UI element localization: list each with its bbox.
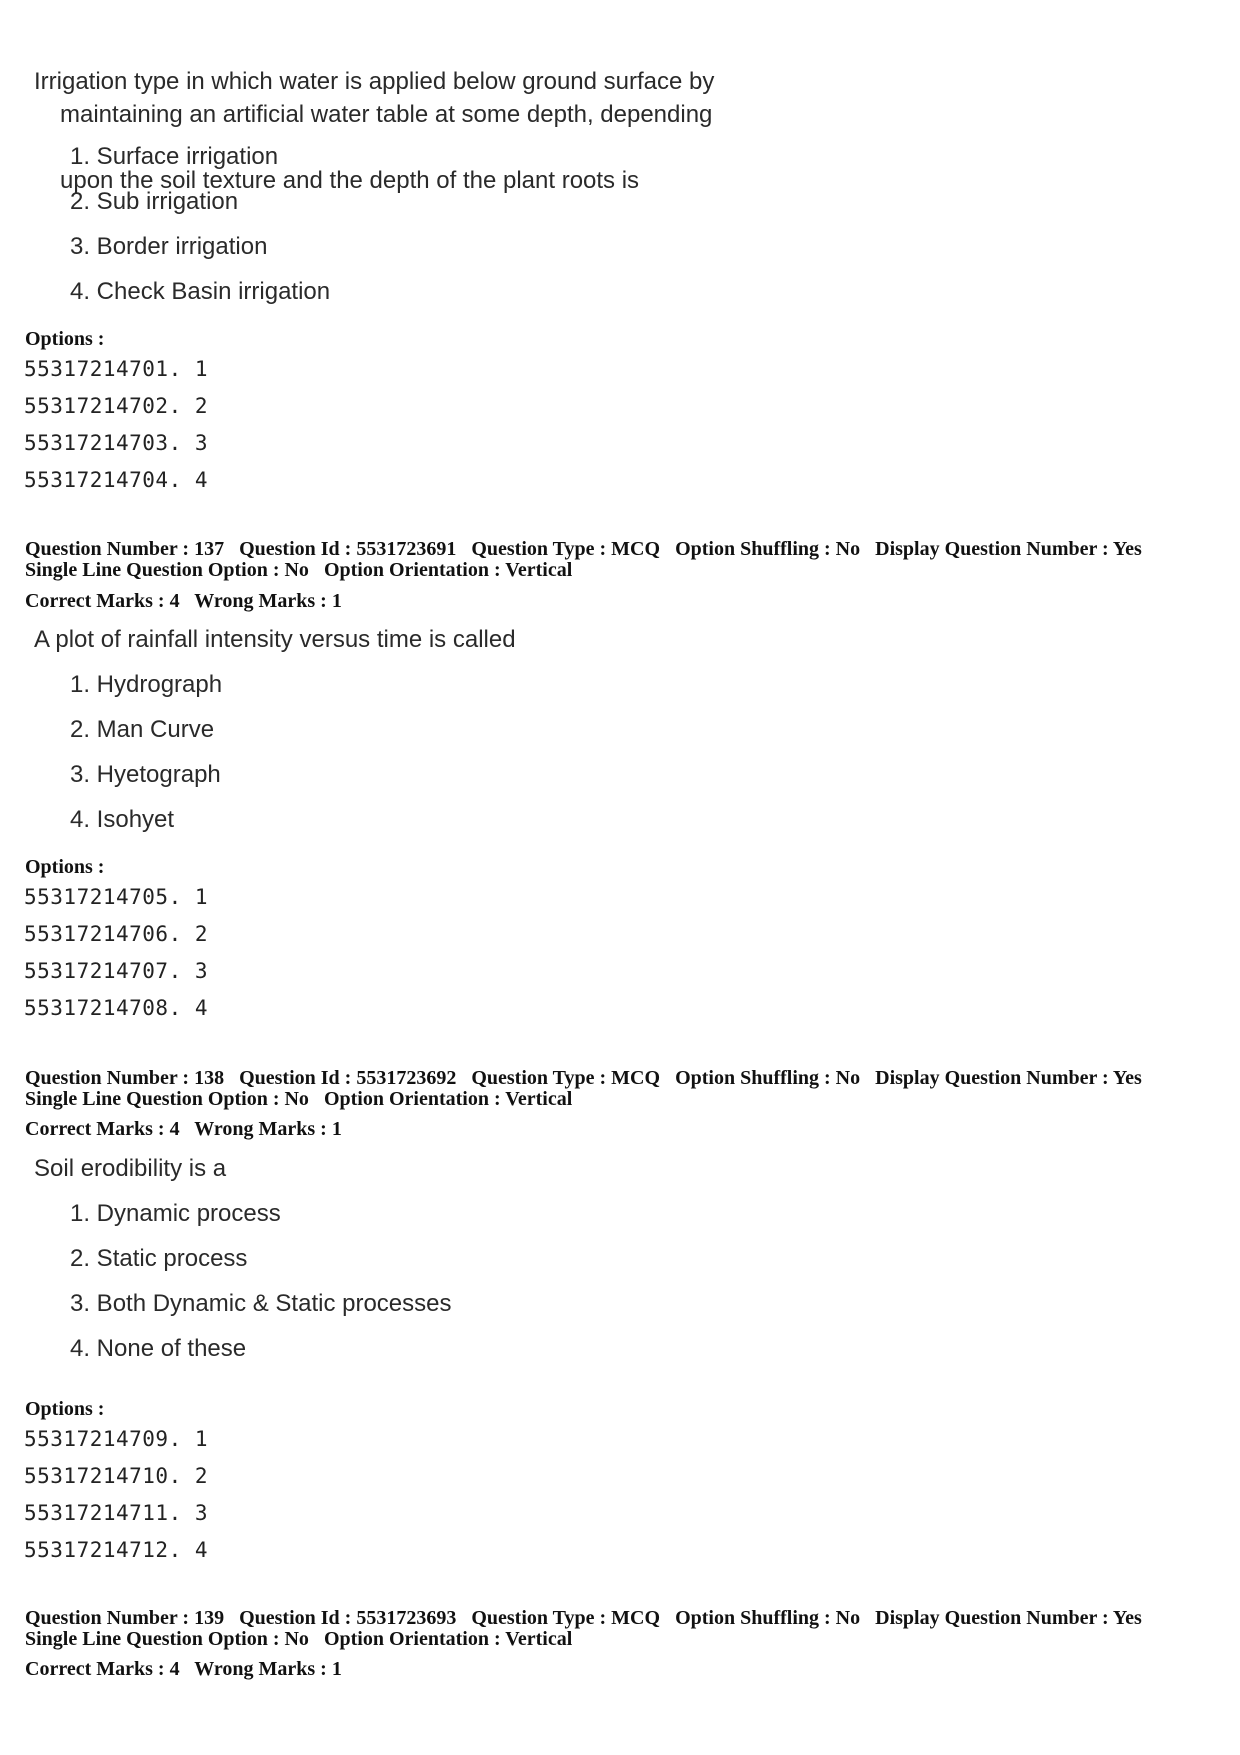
question-137-marks	[25, 590, 352, 613]
question-138-text: Soil erodibility is a	[34, 1155, 227, 1182]
display-question-number: Display Question Number : Yes	[875, 1607, 1142, 1629]
question-number: Question Number : 137	[25, 538, 225, 560]
options-label: Options :	[25, 328, 105, 350]
option-orientation: Option Orientation : Vertical	[323, 559, 573, 581]
correct-marks: Correct Marks : 4	[25, 1658, 180, 1680]
question-id: Question Id : 5531723692	[239, 1067, 457, 1089]
choice-item: 1. Hydrograph	[70, 671, 223, 698]
option-shuffling: Option Shuffling : No	[675, 1067, 861, 1089]
wrong-marks: Wrong Marks : 1	[194, 1658, 342, 1680]
question-id: Question Id : 5531723693	[239, 1607, 457, 1629]
option-item: 55317214702. 2	[24, 394, 209, 418]
question-type: Question Type : MCQ	[471, 1067, 661, 1089]
question-id: Question Id : 5531723691	[239, 538, 457, 560]
question-137-choices	[70, 670, 222, 850]
choice-item: 3. Hyetograph	[70, 761, 221, 788]
meta-line-1	[25, 1068, 1225, 1089]
options-label: Options :	[25, 1398, 105, 1420]
display-question-number: Display Question Number : Yes	[875, 1067, 1142, 1089]
question-138-choices	[70, 1199, 452, 1379]
question-137-meta	[25, 539, 1225, 581]
option-shuffling: Option Shuffling : No	[675, 1607, 861, 1629]
correct-marks: Correct Marks : 4	[25, 590, 180, 612]
choice-item: 3. Border irrigation	[70, 233, 268, 260]
meta-line-1	[25, 1608, 1225, 1629]
choice-item: 4. Isohyet	[70, 806, 175, 833]
question-type: Question Type : MCQ	[471, 538, 661, 560]
meta-line-2	[25, 1629, 1225, 1650]
question-text-line: upon the soil texture and the depth of the plant roots is	[60, 167, 640, 194]
question-139-marks	[25, 1658, 352, 1681]
choice-item: 4. Check Basin irrigation	[70, 278, 331, 305]
option-item: 55317214705. 1	[24, 885, 209, 909]
option-shuffling: Option Shuffling : No	[675, 538, 861, 560]
question-138-marks	[25, 1118, 352, 1141]
question-138-options	[24, 1426, 208, 1574]
wrong-marks: Wrong Marks : 1	[194, 590, 342, 612]
meta-line-2	[25, 560, 1225, 581]
question-number: Question Number : 138	[25, 1067, 225, 1089]
option-item: 55317214707. 3	[24, 959, 209, 983]
option-item: 55317214704. 4	[24, 468, 209, 492]
choice-item: 2. Static process	[70, 1245, 248, 1272]
question-138-meta	[25, 1068, 1225, 1110]
option-orientation: Option Orientation : Vertical	[323, 1088, 573, 1110]
question-number: Question Number : 139	[25, 1607, 225, 1629]
question-139-meta	[25, 1608, 1225, 1650]
option-orientation: Option Orientation : Vertical	[323, 1628, 573, 1650]
option-item: 55317214712. 4	[24, 1538, 209, 1562]
option-item: 55317214709. 1	[24, 1427, 209, 1451]
option-item: 55317214711. 3	[24, 1501, 209, 1525]
single-line-option: Single Line Question Option : No	[25, 559, 309, 581]
option-item: 55317214703. 3	[24, 431, 209, 455]
display-question-number: Display Question Number : Yes	[875, 538, 1142, 560]
option-item: 55317214706. 2	[24, 922, 209, 946]
choice-item: 1. Surface irrigation	[70, 143, 279, 170]
meta-line-1	[25, 539, 1225, 560]
option-item: 55317214701. 1	[24, 357, 209, 381]
question-137-options	[24, 884, 208, 1032]
question-type: Question Type : MCQ	[471, 1607, 661, 1629]
meta-line-2	[25, 1089, 1225, 1110]
question-136-choices	[70, 142, 330, 322]
correct-marks: Correct Marks : 4	[25, 1118, 180, 1140]
single-line-option: Single Line Question Option : No	[25, 1088, 309, 1110]
question-137-text: A plot of rainfall intensity versus time is called	[34, 626, 516, 653]
choice-item: 3. Both Dynamic & Static processes	[70, 1290, 452, 1317]
choice-item: 2. Sub irrigation	[70, 188, 239, 215]
question-text-line: maintaining an artificial water table at some depth, depending	[60, 101, 713, 128]
choice-item: 2. Man Curve	[70, 716, 215, 743]
single-line-option: Single Line Question Option : No	[25, 1628, 309, 1650]
option-item: 55317214708. 4	[24, 996, 209, 1020]
wrong-marks: Wrong Marks : 1	[194, 1118, 342, 1140]
question-136-options	[24, 356, 208, 504]
option-item: 55317214710. 2	[24, 1464, 209, 1488]
choice-item: 1. Dynamic process	[70, 1200, 281, 1227]
choice-item: 4. None of these	[70, 1335, 247, 1362]
options-label: Options :	[25, 856, 105, 878]
question-text-line: Irrigation type in which water is applied below ground surface by	[34, 68, 715, 95]
